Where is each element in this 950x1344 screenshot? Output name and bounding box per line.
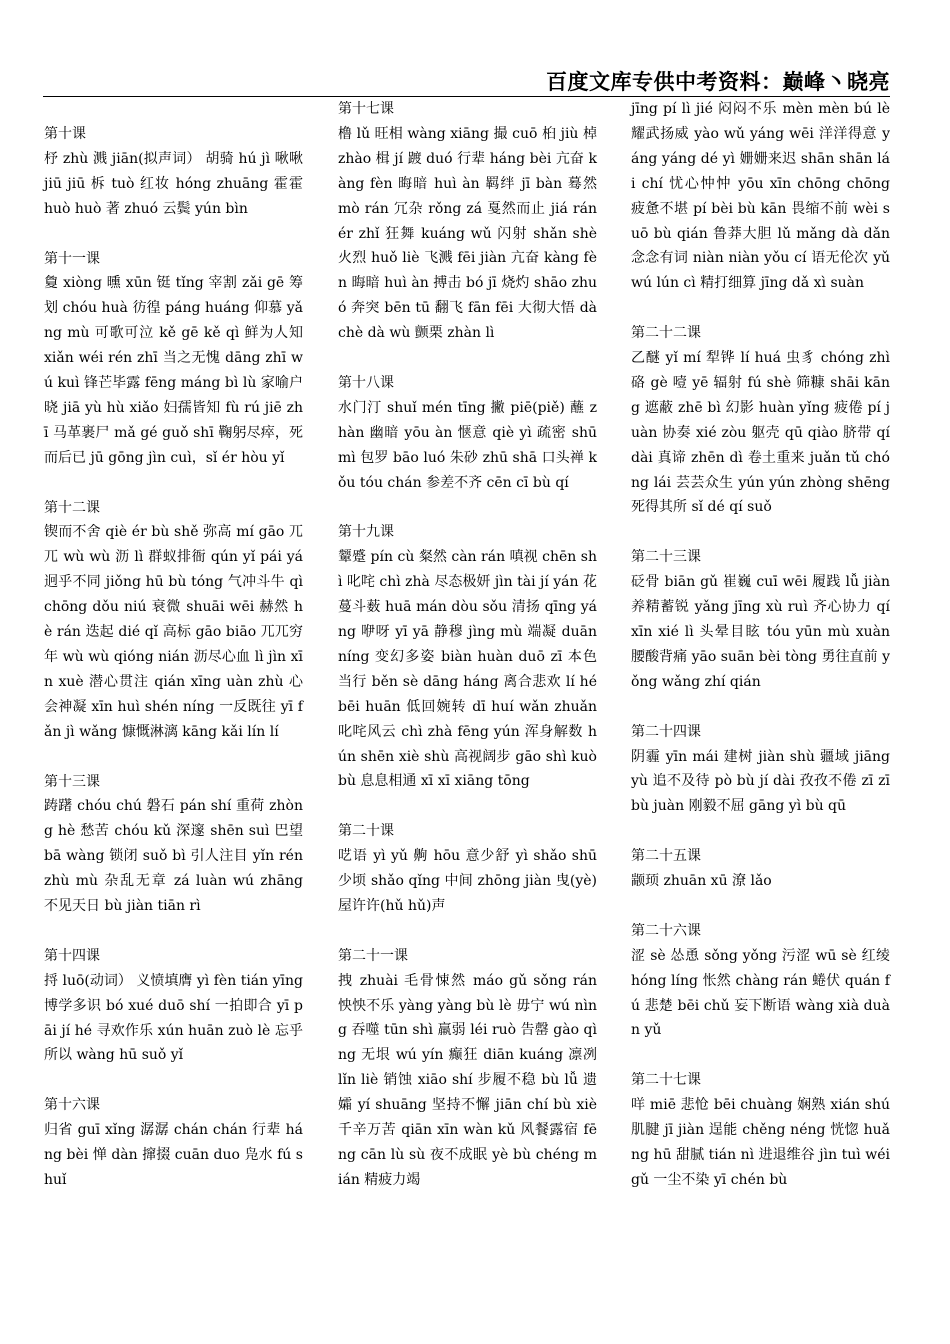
lesson-section: [338, 520, 597, 794]
lesson-vocabulary: 颦蹙 pín cù 粲然 càn rán 嗔视 chēn shì 叱咤 chì zhà 尽态极妍 jìn tài jí yán 花蔓斗薮 huā mán dòu sǒu 清扬 qīng yáng 咿呀 yī yā 静穆 jìng mù 端凝 duān níng 变幻多姿 biàn huàn duō zī 本色当行 běn sè dāng háng 离合悲欢 lí hé bēi huān 低回婉转 dī huí wǎn zhuǎn 叱咤风云 chì zhà fēng yún 浑身解数 hún shēn xiè shù 高视阔步 gāo shì kuò bù 息息相通 xī xī xiāng tōng: [338, 549, 597, 790]
lesson-vocabulary: 砭骨 biān gǔ 崔巍 cuī wēi 履践 lǚ jiàn 养精蓄锐 yǎng jīng xù ruì 齐心协力 qí xīn xié lì 头晕目眩 tóu yūn mù xuàn 腰酸背痛 yāo suān bèi tòng 勇往直前 yǒng wǎng zhí qián: [631, 574, 890, 690]
lesson-title: 第十三课: [44, 773, 100, 790]
lesson-vocabulary: 捋 luō(动词） 义愤填膺 yì fèn tián yīng 博学多识 bó xué duō shí 一拍即合 yī pāi jí hé 寻欢作乐 xún huān zuò lè 忘乎所以 wàng hū suǒ yǐ: [44, 972, 303, 1064]
lesson-title: 第十课: [44, 126, 86, 142]
lesson-section: [631, 1068, 890, 1193]
lesson-vocabulary: 乙醚 yǐ mí 犁铧 lí huá 虫豸 chóng zhì 硌 gè 噎 yē 辐射 fú shè 筛糠 shāi kāng 遮蔽 zhē bì 幻影 huàn yǐng 疲倦 pí juàn 协奏 xié zòu 躯壳 qū qiào 脐带 qí dài 真谛 zhēn dì 卷土重来 juǎn tǔ chóng lái 芸芸众生 yún yún zhòng shēng 死得其所 sǐ dé qí suǒ: [631, 350, 890, 516]
lesson-title: 第十七课: [338, 101, 394, 117]
lesson-section: [44, 247, 303, 471]
lesson-section: [338, 944, 597, 1193]
lesson-vocabulary: 踌躇 chóu chú 磐石 pán shí 重荷 zhòng hè 愁苦 chóu kǔ 深邃 shēn suì 巴望 bā wàng 锁闭 suǒ bì 引人注目 yǐn rén zhù mù 杂乱无章 zá luàn wú zhāng 不见天日 bù jiàn tiān rì: [44, 798, 303, 915]
lesson-section: [631, 844, 890, 894]
lesson-section: [338, 819, 597, 919]
column-right: [631, 97, 890, 1218]
lesson-section: [338, 97, 597, 346]
lesson-section: [631, 919, 890, 1044]
lesson-section: [44, 944, 303, 1069]
lesson-section: [44, 496, 303, 745]
lesson-vocabulary: 水门汀 shuǐ mén tīng 撇 piē(piě) 蘸 zhàn 幽暗 yōu àn 惬意 qiè yì 疏密 shū mì 包罗 bāo luó 朱砂 zhū shā 口头禅 kǒu tóu chán 参差不齐 cēn cī bù qí: [338, 399, 597, 491]
lesson-title: 第十二课: [44, 499, 100, 516]
lesson-title: 第二十课: [338, 823, 394, 840]
column-middle: [338, 97, 597, 1218]
lesson-continuation-text: jīng pí lì jié 闷闷不乐 mèn mèn bú lè 耀武扬威 yào wǔ yáng wēi 洋洋得意 yáng yáng dé yì 姗姗来迟 shān shān lái chí 忧心忡忡 yōu xīn chōng chōng 疲惫不堪 pí bèi bù kān 畏缩不前 wèi suō bù qián 鲁莽大胆 lǔ mǎng dà dǎn 念念有词 niàn niàn yǒu cí 语无伦次 yǔ wú lún cì 精打细算 jīng dǎ xì suàn: [631, 101, 890, 292]
lesson-title: 第二十五课: [631, 848, 701, 865]
lesson-section: [44, 1093, 303, 1193]
lesson-section: [631, 321, 890, 520]
lesson-section: [44, 770, 303, 919]
lesson-title: 第二十六课: [631, 922, 701, 939]
lesson-title: 第十四课: [44, 947, 100, 964]
lesson-section: [631, 545, 890, 694]
lesson-vocabulary: 颛顼 zhuān xū 潦 lǎo: [631, 873, 772, 890]
lesson-title: 第二十四课: [631, 723, 701, 740]
lesson-title: 第二十三课: [631, 549, 701, 566]
lesson-title: 第十六课: [44, 1097, 100, 1114]
lesson-section: [631, 720, 890, 820]
document-header-title: 百度文库专供中考资料：巅峰丶晓亮: [546, 70, 890, 94]
lesson-title: 第二十二课: [631, 325, 701, 342]
lesson-vocabulary: 呓语 yì yǔ 齁 hōu 意少舒 yì shǎo shū 少顷 shǎo qǐng 中间 zhōng jiàn 曳(yè)屋许许(hǔ hǔ)声: [338, 848, 597, 914]
lesson-vocabulary: 敻 xiòng 曛 xūn 铤 tǐng 宰割 zǎi gē 筹划 chóu huà 彷徨 páng huáng 仰慕 yǎng mù 可歌可泣 kě gē kě qì 鲜为人知 xiǎn wéi rén zhī 当之无愧 dāng zhī wú kuì 锋芒毕露 fēng máng bì lù 家喻户晓 jiā yù hù xiǎo 妇孺皆知 fù rú jiē zhī 马革裹尸 mǎ gé guǒ shī 鞠躬尽瘁，死而后已 jū gōng jìn cuì，sǐ ér hòu yǐ: [44, 275, 303, 466]
lesson-vocabulary: 杼 zhù 溅 jiān(拟声词） 胡骑 hú jì 啾啾 jiū jiū 柝 tuò 红妆 hóng zhuāng 霍霍 huò huò 著 zhuó 云鬓 yún bìn: [44, 150, 303, 217]
lesson-title: 第十八课: [338, 374, 394, 391]
lesson-vocabulary: 橹 lǔ 旺相 wàng xiāng 撮 cuō 桕 jiù 棹 zhào 楫 jí 踱 duó 行辈 háng bèi 亢奋 kàng fèn 晦暗 huì àn 羁绊 jī bàn 蓦然 mò rán 冗杂 rǒng zá 戛然而止 jiá rán ér zhǐ 狂舞 kuáng wǔ 闪射 shǎn shè 火烈 huǒ liè 飞溅 fēi jiàn 亢奋 kàng fèn 晦暗 huì àn 搏击 bó jī 烧灼 shāo zhuó 奔突 bēn tū 翻飞 fān fēi 大彻大悟 dà chè dà wù 颤栗 zhàn lì: [338, 125, 597, 342]
lesson-title: 第二十一课: [338, 947, 408, 964]
column-left: [44, 122, 303, 1218]
lesson-section: [338, 371, 597, 496]
lesson-vocabulary: 归省 guī xǐng 潺潺 chán chán 行辈 háng bèi 惮 dàn 撺掇 cuān duo 凫水 fú shuǐ: [44, 1122, 303, 1188]
lesson-vocabulary: 拽 zhuài 毛骨悚然 máo gǔ sǒng rán 怏怏不乐 yàng yàng bù lè 毋宁 wú nìng 吞噬 tūn shì 羸弱 léi ruò 告罄 gào qìng 无垠 wú yín 癫狂 diān kuáng 凛冽 lǐn liè 销蚀 xiāo shí 步履不稳 bù lǚ 遗孀 yí shuāng 坚持不懈 jiān chí bù xiè 千辛万苦 qiān xīn wàn kǔ 风餐露宿 fēng cān lù sù 夜不成眠 yè bù chéng mián 精疲力竭: [338, 972, 597, 1188]
lesson-title: 第二十七课: [631, 1072, 701, 1089]
lesson-section: [44, 122, 303, 222]
lesson-title: 第十一课: [44, 250, 100, 267]
lesson-vocabulary: 咩 miē 悲怆 bēi chuàng 娴熟 xián shú 肌腱 jī jiàn 逞能 chěng néng 恍惚 huǎng hū 甜腻 tián nì 进退维谷 jìn tuì wéi gǔ 一尘不染 yī chén bù: [631, 1097, 890, 1188]
lesson-vocabulary: 锲而不舍 qiè ér bù shě 弥高 mí gāo 兀兀 wù wù 沥 lì 群蚁排衙 qún yǐ pái yá 迥乎不同 jiǒng hū bù tóng 气冲斗牛 qì chōng dǒu niú 衰微 shuāi wēi 赫然 hè rán 迭起 dié qǐ 高标 gāo biāo 兀兀穷年 wù wù qióng nián 沥尽心血 lì jìn xīn xuè 潜心贯注 qián xīng uàn zhù 心会神凝 xīn huì shén níng 一反既往 yī fǎn jì wǎng 慷慨淋漓 kāng kǎi lín lí: [44, 524, 303, 740]
lesson-vocabulary: 涩 sè 怂恿 sǒng yǒng 污涩 wū sè 红绫 hóng líng 怅然 chàng rán 蜷伏 quán fú 悲楚 bēi chǔ 妄下断语 wàng xià duàn yǔ: [631, 947, 890, 1039]
lesson-vocabulary: 阴霾 yīn mái 建树 jiàn shù 疆域 jiāng yù 追不及待 pò bù jí dài 孜孜不倦 zī zī bù juàn 刚毅不屈 gāng yì bù qū: [631, 748, 890, 815]
lesson-title: 第十九课: [338, 524, 394, 541]
